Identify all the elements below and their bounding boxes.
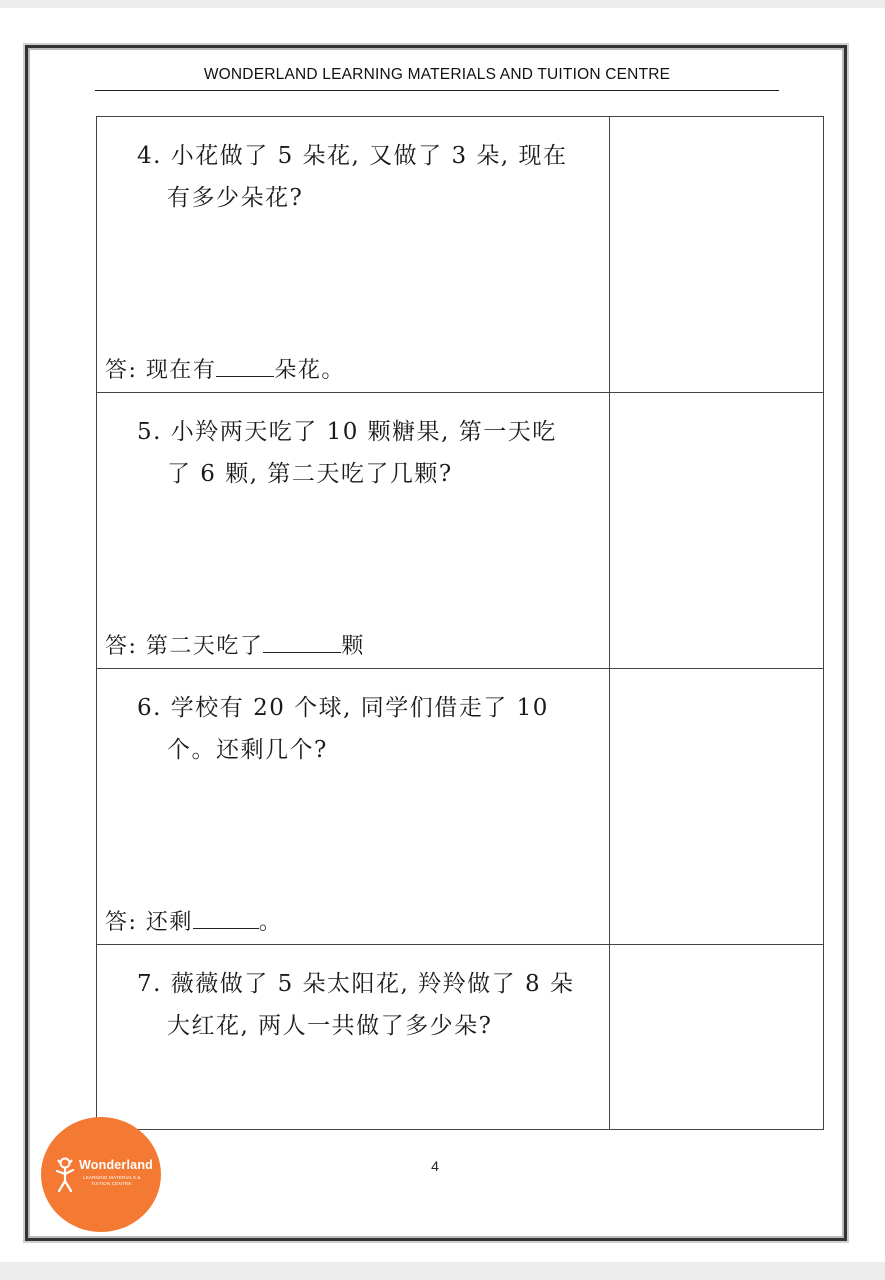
question-row bbox=[97, 117, 824, 393]
working-cell[interactable] bbox=[610, 945, 824, 1130]
answer-line bbox=[105, 354, 345, 386]
answer-suffix: 朵花。 bbox=[274, 358, 345, 383]
logo-subtitle: TUITION CENTRE bbox=[91, 1181, 132, 1186]
question-line-2: 有多少朵花? bbox=[167, 185, 304, 211]
question-line-2: 大红花, 两人一共做了多少朵? bbox=[167, 1013, 493, 1039]
answer-prefix: 答: 现在有 bbox=[105, 358, 217, 383]
answer-prefix: 答: 第二天吃了 bbox=[105, 634, 264, 659]
question-line-1: 学校有 20 个球, 同学们借走了 10 bbox=[170, 695, 549, 721]
answer-blank[interactable] bbox=[216, 354, 274, 377]
child-figure-icon bbox=[55, 1157, 75, 1193]
wonderland-logo bbox=[41, 1117, 161, 1232]
question-cell bbox=[97, 393, 610, 669]
question-number: 4. bbox=[137, 143, 162, 169]
page-number: 4 bbox=[431, 1158, 439, 1174]
answer-line bbox=[105, 906, 282, 938]
top-strip bbox=[0, 0, 885, 8]
question-number: 6. bbox=[137, 695, 162, 721]
question-row bbox=[97, 393, 824, 669]
question-cell bbox=[97, 117, 610, 393]
working-cell[interactable] bbox=[610, 117, 824, 393]
page-header: WONDERLAND LEARNING MATERIALS AND TUITION CENTRE bbox=[95, 64, 779, 91]
working-cell[interactable] bbox=[610, 393, 824, 669]
answer-line bbox=[105, 630, 365, 662]
question-text bbox=[137, 963, 597, 1047]
question-line-2: 个。还剩几个? bbox=[167, 737, 328, 763]
worksheet-table bbox=[96, 116, 824, 1130]
logo-subtitle: LEARNING MATERIALS & bbox=[83, 1175, 141, 1180]
working-cell[interactable] bbox=[610, 669, 824, 945]
answer-blank[interactable] bbox=[193, 906, 259, 929]
question-text bbox=[137, 135, 597, 219]
answer-blank[interactable] bbox=[263, 630, 341, 653]
question-line-1: 薇薇做了 5 朵太阳花, 羚羚做了 8 朵 bbox=[170, 971, 575, 997]
question-text bbox=[137, 687, 597, 771]
question-cell bbox=[97, 945, 610, 1130]
question-line-1: 小花做了 5 朵花, 又做了 3 朵, 现在 bbox=[170, 143, 568, 169]
question-text bbox=[137, 411, 597, 495]
answer-suffix: 。 bbox=[258, 910, 283, 935]
answer-prefix: 答: 还剩 bbox=[105, 910, 193, 935]
question-line-1: 小羚两天吃了 10 颗糖果, 第一天吃 bbox=[170, 419, 557, 445]
question-row bbox=[97, 945, 824, 1130]
answer-suffix: 颗 bbox=[341, 634, 365, 659]
logo-name: Wonderland bbox=[79, 1158, 153, 1172]
question-number: 7. bbox=[137, 971, 162, 997]
question-row bbox=[97, 669, 824, 945]
question-cell bbox=[97, 669, 610, 945]
question-line-2: 了 6 颗, 第二天吃了几颗? bbox=[167, 461, 453, 487]
question-number: 5. bbox=[137, 419, 162, 445]
bottom-strip bbox=[0, 1262, 885, 1280]
